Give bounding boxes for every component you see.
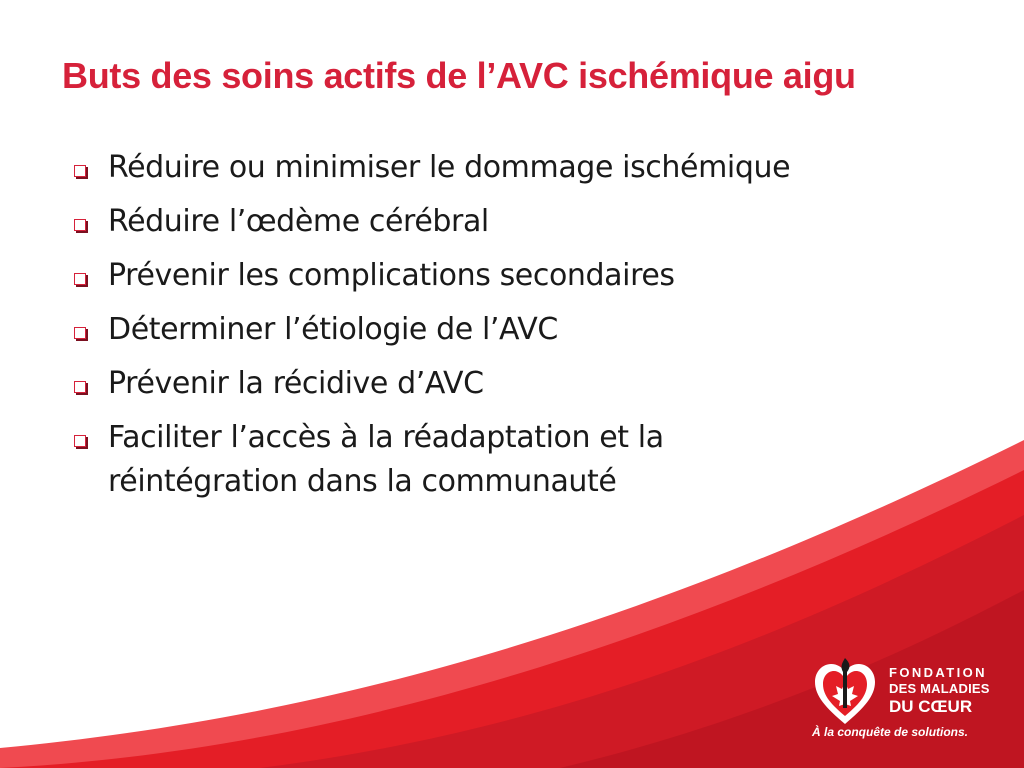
bullet-item bbox=[74, 308, 814, 352]
bullet-item bbox=[74, 146, 814, 190]
bullet-text: Faciliter l’accès à la réadaptation et la réintégration dans la communauté bbox=[108, 420, 664, 499]
bullet-text: Réduire ou minimiser le dommage ischémique bbox=[108, 150, 791, 185]
bullet-list bbox=[74, 146, 814, 514]
square-bullet-icon bbox=[74, 165, 86, 177]
square-bullet-icon bbox=[74, 327, 86, 339]
logo-line-du-coeur: DU CŒUR bbox=[889, 697, 973, 716]
square-bullet-icon bbox=[74, 435, 86, 447]
square-bullet-icon bbox=[74, 273, 86, 285]
logo-line-fondation: FONDATION bbox=[889, 665, 987, 680]
square-bullet-icon bbox=[74, 381, 86, 393]
logo-tagline: À la conquête de solutions. bbox=[812, 725, 969, 739]
bullet-text: Réduire l’œdème cérébral bbox=[108, 204, 489, 239]
logo-line-des-maladies: DES MALADIES bbox=[889, 681, 990, 696]
bullet-text: Prévenir la récidive d’AVC bbox=[108, 366, 484, 401]
bullet-item bbox=[74, 254, 814, 298]
slide-title: Buts des soins actifs de l’AVC ischémique aigu bbox=[62, 55, 856, 96]
heart-foundation-logo bbox=[812, 658, 1012, 748]
bullet-item bbox=[74, 416, 814, 504]
square-bullet-icon bbox=[74, 219, 86, 231]
logo-wordmark bbox=[889, 664, 990, 717]
bullet-text: Déterminer l’étiologie de l’AVC bbox=[108, 312, 558, 347]
bullet-item bbox=[74, 200, 814, 244]
bullet-text: Prévenir les complications secondaires bbox=[108, 258, 675, 293]
heart-torch-icon bbox=[812, 658, 878, 730]
bullet-item bbox=[74, 362, 814, 406]
